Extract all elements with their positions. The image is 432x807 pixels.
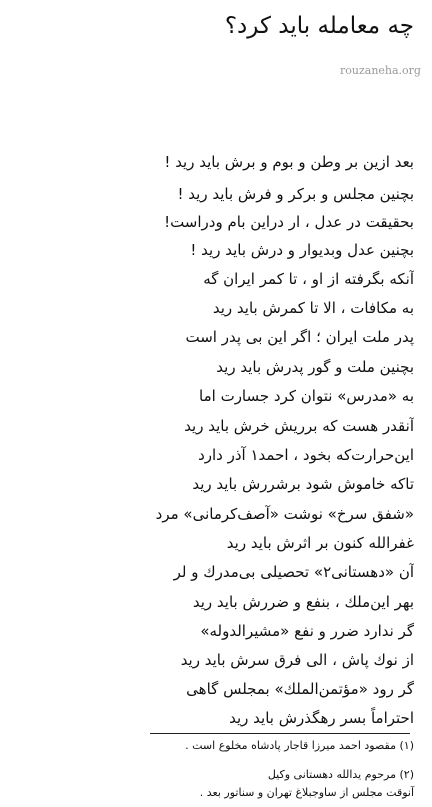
footnote-2: (۲) مرحوم یدالله دهستانی وکیل (267, 768, 414, 781)
verse-line-9: به «مدرس» نتوان کرد جسارت اما (199, 387, 414, 405)
verse-line-6: به مکافات ، الا تا کمرش باید رید (212, 299, 414, 317)
verse-line-20: احتراماً بسر رهگذرش باید رید (229, 709, 414, 727)
verse-line-3: بحقیقت در عدل ، ار دراین بام ودراست! (164, 213, 414, 231)
verse-line-12: تاکه خاموش شود برشررش باید رید (192, 475, 414, 493)
verse-line-18: از نوك پاش ، الی فرق سرش باید رید (180, 651, 414, 669)
verse-line-8: بچنین ملت و گور پدرش باید رید (216, 358, 414, 376)
footnote-divider (150, 733, 410, 734)
verse-line-2: بچنین مجلس و برکر و فرش باید رید ! (177, 185, 414, 203)
footnote-3: آنوقت مجلس از ساوجبلاغ تهران و سناتور بعد . (199, 786, 414, 799)
verse-line-16: بهر این‌ملك ، بنفع و ضررش باید رید (192, 593, 414, 611)
verse-line-11: این‌حرارت‌که بخود ، احمد۱ آذر دارد (198, 446, 414, 464)
poem-title: چه معامله باید کرد؟ (224, 13, 414, 39)
verse-line-15: آن «دهستانی۲» تحصیلی بی‌مدرك و لر (173, 563, 414, 581)
verse-line-1: بعد ازین بر وطن و بوم و برش باید رید ! (164, 153, 414, 171)
verse-line-13: «شفق سرخ» نوشت «آصف‌کرمانی» مرد (155, 505, 414, 523)
verse-line-10: آنقدر هست که برریش خرش باید رید (184, 417, 414, 435)
verse-line-7: پدر ملت ایران ؛ اگر این بی پدر است (185, 328, 414, 346)
footnote-1: (۱) مقصود احمد میرزا قاجار پادشاه مخلوع است . (185, 739, 414, 752)
verse-line-4: بچنین عدل وبدیوار و درش باید رید ! (190, 241, 414, 259)
verse-line-5: آنکه بگرفته از او ، تا کمر ایران گه (203, 270, 414, 288)
watermark: rouzaneha.org (340, 64, 421, 77)
verse-line-19: گر رود «مؤتمن‌الملك» بمجلس گاهی (186, 680, 414, 698)
verse-line-17: گر ندارد ضرر و نفع «مشیرالدوله» (200, 622, 414, 640)
verse-line-14: غفرالله کنون بر اثرش باید رید (226, 534, 414, 552)
